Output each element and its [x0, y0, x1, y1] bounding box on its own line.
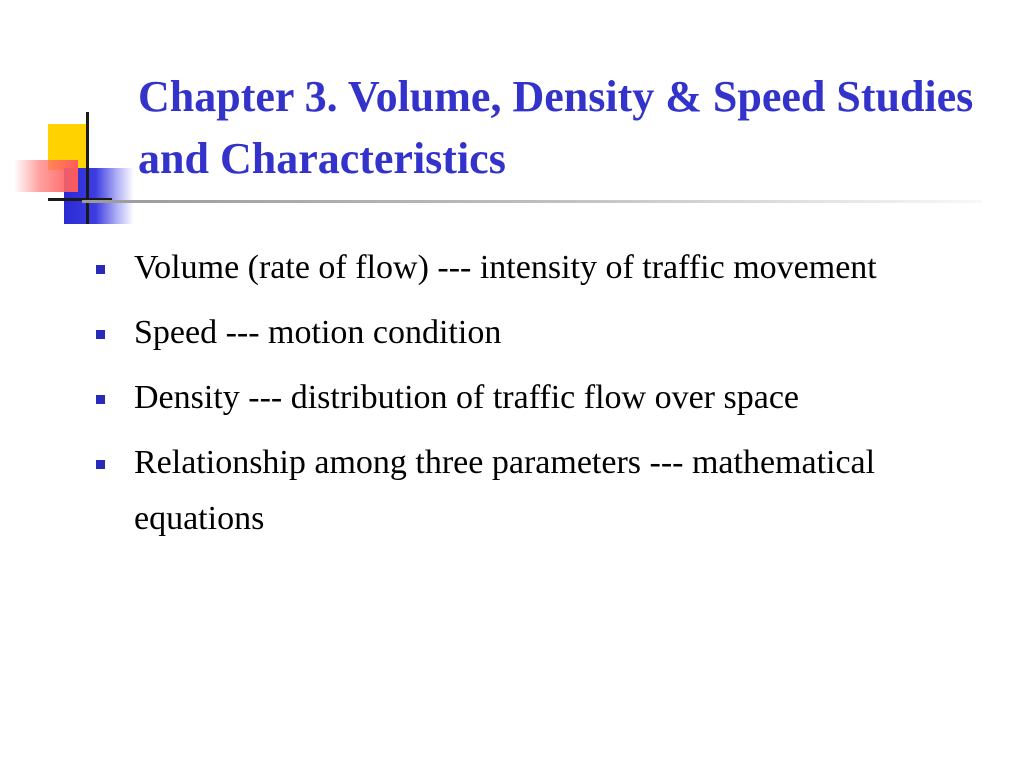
bullet-text: Relationship among three parameters --- mathematical equations	[134, 444, 876, 537]
bullet-item	[96, 370, 976, 426]
square-bullet-icon	[96, 265, 105, 274]
square-bullet-icon	[96, 460, 105, 469]
squares-logo-icon	[0, 0, 140, 240]
bullet-list	[96, 240, 976, 556]
bullet-text: Volume (rate of flow) --- intensity of traffic movement	[134, 249, 877, 286]
bullet-item	[96, 240, 976, 296]
bullet-text: Density --- distribution of traffic flow over space	[134, 379, 800, 416]
square-bullet-icon	[96, 330, 105, 339]
slide-title: Chapter 3. Volume, Density & Speed Studies and Characteristics	[138, 72, 974, 183]
bullet-item	[96, 305, 976, 361]
vertical-line	[86, 112, 89, 224]
red-bar-shape	[14, 160, 78, 192]
bullet-item	[96, 435, 976, 547]
square-bullet-icon	[96, 395, 105, 404]
bullet-text: Speed --- motion condition	[134, 314, 502, 351]
title-divider	[82, 200, 982, 203]
